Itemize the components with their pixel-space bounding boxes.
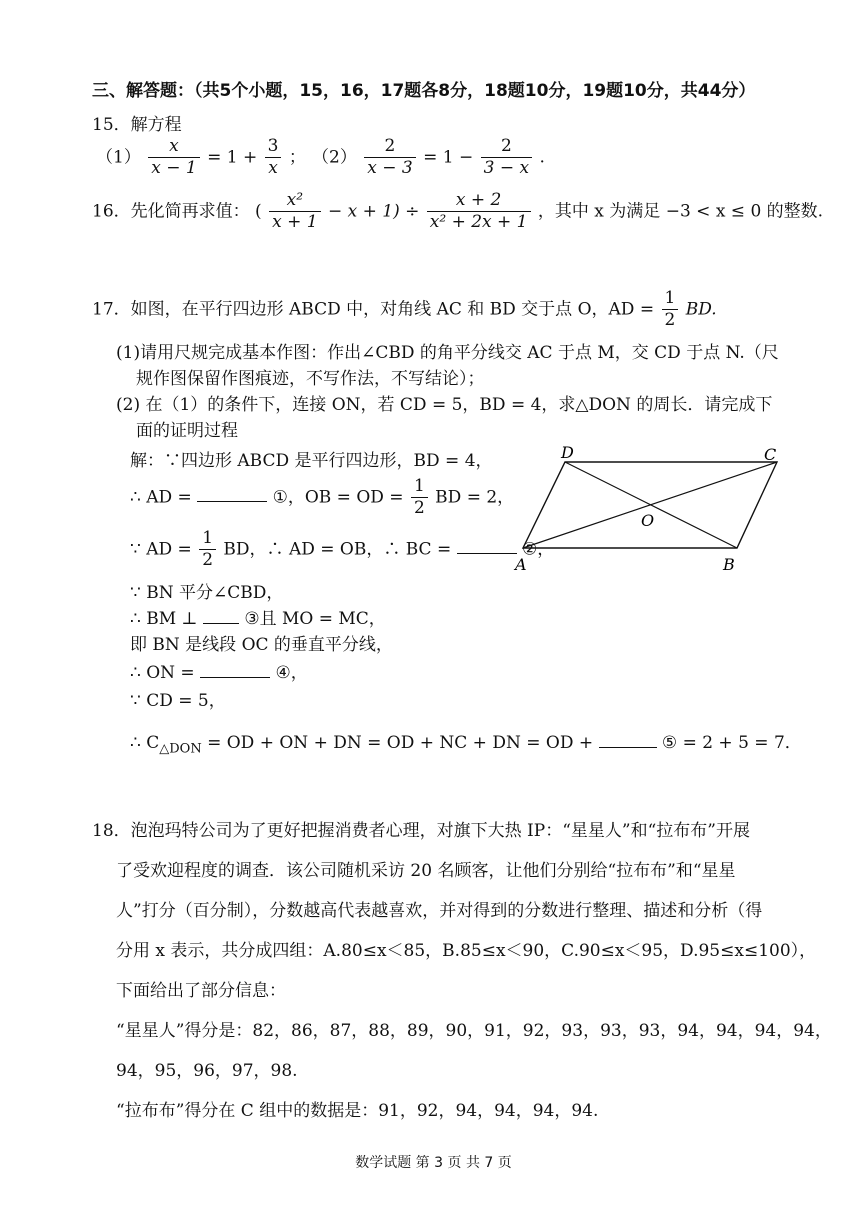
q15-p1-frac1: $\frac{x}{x - 1}$ [148,136,199,180]
q15-p2-frac1: $\frac{2}{x - 3}$ [364,136,415,180]
proof-step-2: ∴ AD = ①，OB = OD = $\frac{1}{2}$ BD = 2， [130,476,515,519]
q16-frac2: $\frac{x + 2}{\text{x² + 2x + 1}}$ [427,190,531,234]
q15-stem: 15．解方程 [92,115,182,135]
diagonal-bd [565,462,737,548]
proof-step-9: ∴ $C_{\triangle DON}$ = OD + ON + DN = OD + NC + DN = OD + ⑤ = 2 + 5 = 7． [130,733,802,757]
q15-part2: （2） $\frac{2}{x - 3}$ = 1 − $\frac{2}{3 - x}$ . [312,136,545,179]
q18-line6: “星星人”得分是：82，86，87，88，89，90，91，92，93，93，93，94，94，94，94， [116,1021,832,1041]
proof-step-1: 解：∵四边形 ABCD 是平行四边形，BD = 4， [130,451,493,471]
q17-part2-line2: 面的证明过程 [136,421,238,441]
q18-line3: 人”打分（百分制），分数越高代表越喜欢，并对得到的分数进行整理、描述和分析（得 [116,901,763,921]
blank-3[interactable] [203,609,239,624]
q17-part1-line2: 规作图保留作图痕迹，不写作法，不写结论）； [136,369,485,389]
q17-part2-line1: (2) 在（1）的条件下，连接 ON，若 CD = 5，BD = 4，求△DON 的周长．请完成下 [116,395,773,415]
q17-stem-frac: $\frac{1}{2}$ [662,288,679,332]
q18-line7: 94，95，96，97，98. [116,1061,298,1081]
q18-line1: 18．泡泡玛特公司为了更好把握消费者心理，对旗下大热 IP：“星星人”和“拉布布”开展 [92,821,750,841]
q17-stem: 17．如图，在平行四边形 ABCD 中，对角线 AC 和 BD 交于点 O，AD = $\frac{1}{2}$ BD. [92,288,717,331]
q16-frac1: $\frac{\text{x²}}{x + 1}$ [269,190,320,234]
label-c: C [764,445,777,464]
page-footer: 数学试题 第 3 页 共 7 页 [355,1155,512,1171]
q18-line4: 分用 x 表示，共分成四组：A.80≤x＜85，B.85≤x＜90，C.90≤x＜95，D.95≤x≤100）， [116,941,817,961]
proof-step-3: ∵ AD = $\frac{1}{2}$ BD，∴ AD = OB，∴ BC = ②， [130,528,555,571]
q15-p1-frac2: $\frac{3}{x}$ [265,136,282,180]
proof-step-8: ∵ CD = 5， [130,691,226,711]
label-a: A [515,555,527,574]
proof-step-4: ∵ BN 平分∠CBD， [130,583,284,603]
q15-part1: （1） $\frac{x}{x - 1}$ = 1 + $\frac{3}{x}$ ； [96,136,306,179]
label-o: O [641,511,655,530]
proof-step-6: 即 BN 是线段 OC 的垂直平分线， [130,635,393,655]
blank-4[interactable] [200,663,270,678]
blank-1[interactable] [197,487,267,502]
blank-5[interactable] [599,733,657,748]
q15-p2-frac2: $\frac{2}{3 - x}$ [481,136,532,180]
q16: 16．先化简再求值： ( $\frac{\text{x²}}{x + 1}$ − x + 1) ÷ $\frac{x + 2}{\text{x² + 2x + 1}}$ ，其中 x 为满足 −3 < x ≤ 0 的整数. [92,190,824,233]
q17-part1-line1: (1)请用尺规完成基本作图：作出∠CBD 的角平分线交 AC 于点 M，交 CD 于点 N.（尺 [116,343,779,363]
label-b: B [723,555,735,574]
q18-line8: “拉布布”得分在 C 组中的数据是：91，92，94，94，94，94. [116,1101,599,1121]
q18-line2: 了受欢迎程度的调查．该公司随机采访 20 名顾客，让他们分别给“拉布布”和“星星 [116,861,736,881]
section-title: 三、解答题：（共5个小题，15，16，17题各8分，18题10分，19题10分，共44分） [92,81,756,101]
parallelogram-figure [505,440,795,580]
label-d: D [561,443,574,462]
proof-step-7: ∴ ON = ④， [130,663,308,683]
proof-step-5: ∴ BM ⊥ ③且 MO = MC， [130,609,386,629]
q18-line5: 下面给出了部分信息： [116,981,286,1001]
